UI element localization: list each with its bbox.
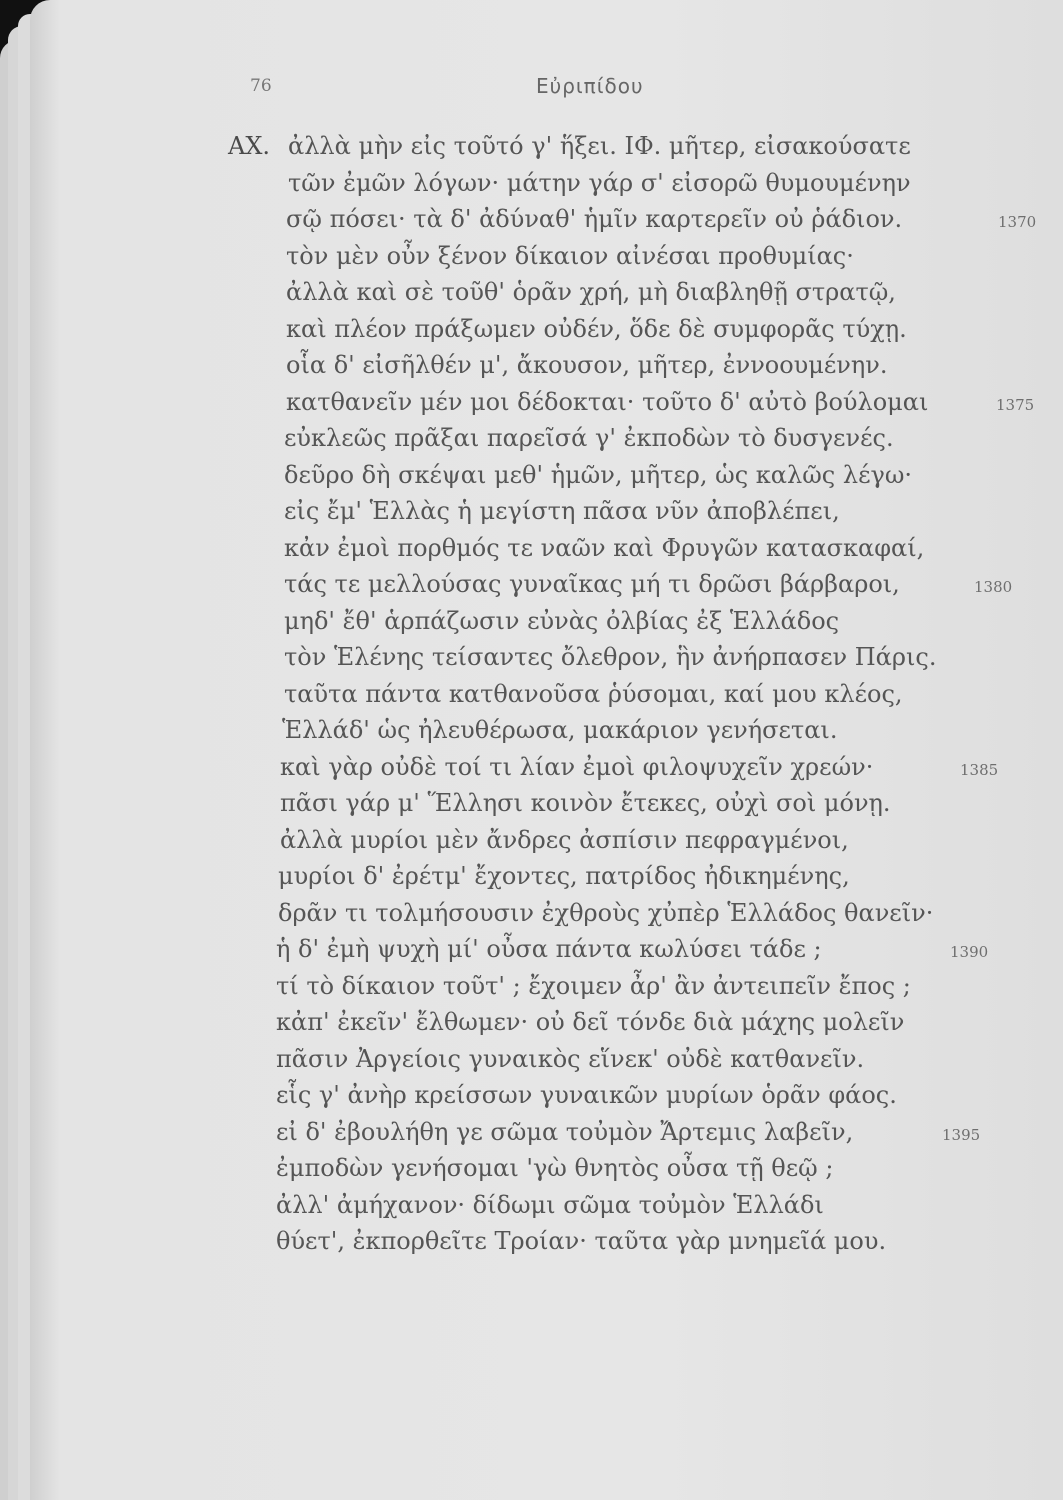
verse-text-line: ἀλλ' ἀμήχανον· δίδωμι σῶμα τοὐμὸν Ἑλλάδι bbox=[276, 1190, 824, 1219]
verse-line bbox=[30, 388, 1063, 424]
verse-line bbox=[30, 1045, 1063, 1081]
speaker-label: ΑΧ. bbox=[228, 132, 271, 160]
verse-text-line: μηδ' ἔθ' ἁρπάζωσιν εὐνὰς ὀλβίας ἐξ Ἑλλάδος bbox=[284, 606, 840, 635]
verse-text-line: καὶ πλέον πράξωμεν οὐδέν, ὅδε δὲ συμφορᾶς τύχῃ. bbox=[286, 314, 907, 343]
verse-text-line: τὸν Ἑλένης τείσαντες ὄλεθρον, ἣν ἀνήρπασεν Πάρις. bbox=[284, 643, 937, 671]
verse-text-line: τὸν μὲν οὖν ξένον δίκαιον αἰνέσαι προθυμίας· bbox=[286, 241, 854, 270]
verse-line bbox=[30, 1154, 1063, 1190]
verse-text-line: εἷς γ' ἀνὴρ κρείσσων γυναικῶν μυρίων ὁρᾶν φάος. bbox=[276, 1081, 897, 1109]
verse-line bbox=[30, 789, 1063, 825]
verse-text-line: τάς τε μελλούσας γυναῖκας μή τι δρῶσι βάρβαροι, bbox=[284, 570, 900, 598]
verse-text-line: ἡ δ' ἐμὴ ψυχὴ μί' οὖσα πάντα κωλύσει τάδε ; bbox=[276, 935, 822, 963]
verse-text-line: ἐμποδὼν γενήσομαι 'γὼ θνητὸς οὖσα τῇ θεῷ ; bbox=[276, 1154, 834, 1182]
verse-text-line: οἷα δ' εἰσῆλθέν μ', ἄκουσον, μῆτερ, ἐννοουμένην. bbox=[286, 351, 888, 379]
verse-line bbox=[30, 1008, 1063, 1044]
verse-line bbox=[30, 351, 1063, 387]
verse-line bbox=[30, 315, 1063, 351]
line-number: 1380 bbox=[974, 578, 1013, 596]
verse-line bbox=[30, 1118, 1063, 1154]
verse-text-line: ἀλλὰ μυρίοι μὲν ἄνδρες ἀσπίσιν πεφραγμένοι, bbox=[280, 825, 849, 854]
verse-line bbox=[30, 534, 1063, 570]
book-page bbox=[30, 0, 1063, 1500]
verse-line bbox=[30, 862, 1063, 898]
verse-text-line: δεῦρο δὴ σκέψαι μεθ' ἡμῶν, μῆτερ, ὡς καλῶς λέγω· bbox=[284, 460, 913, 489]
verse-text-line: καὶ γὰρ οὐδὲ τοί τι λίαν ἐμοὶ φιλοψυχεῖν χρεών· bbox=[280, 752, 874, 781]
verse-line bbox=[30, 424, 1063, 460]
verse-line bbox=[30, 497, 1063, 533]
verse-text-line: τῶν ἐμῶν λόγων· μάτην γάρ σ' εἰσορῶ θυμουμένην bbox=[288, 168, 911, 197]
verse-text-line: ἀλλὰ μὴν εἰς τοῦτό γ' ἥξει. ΙΦ. μῆτερ, εἰσακούσατε bbox=[288, 132, 911, 160]
verse-line bbox=[30, 935, 1063, 971]
verse-text-line: εὐκλεῶς πρᾶξαι παρεῖσά γ' ἐκποδὼν τὸ δυσγενές. bbox=[284, 424, 894, 452]
running-title: Εὐριπίδου bbox=[536, 74, 644, 98]
verse-line bbox=[30, 680, 1063, 716]
verse-text-line: σῷ πόσει· τὰ δ' ἀδύναθ' ἡμῖν καρτερεῖν οὐ ῥάδιον. bbox=[286, 205, 903, 233]
line-number: 1370 bbox=[998, 213, 1037, 231]
verse-line bbox=[30, 972, 1063, 1008]
verse-text-line: θύετ', ἐκπορθεῖτε Τροίαν· ταῦτα γὰρ μνημεῖά μου. bbox=[276, 1227, 887, 1255]
verse-text-line: πᾶσιν Ἀργείοις γυναικὸς εἵνεκ' οὐδὲ κατθανεῖν. bbox=[276, 1044, 865, 1073]
verse-text-line: δρᾶν τι τολμήσουσιν ἐχθροὺς χὐπὲρ Ἑλλάδος θανεῖν· bbox=[278, 898, 934, 927]
page-header bbox=[30, 72, 1063, 102]
verse-text-line: κατθανεῖν μέν μοι δέδοκται· τοῦτο δ' αὐτὸ βούλομαι bbox=[286, 387, 929, 416]
line-number: 1390 bbox=[950, 943, 989, 961]
verse-line bbox=[30, 242, 1063, 278]
line-number: 1375 bbox=[996, 395, 1035, 414]
verse-text-line: τί τὸ δίκαιον τοῦτ' ; ἔχοιμεν ἆρ' ἂν ἀντειπεῖν ἔπος ; bbox=[276, 971, 911, 1000]
verse-line bbox=[30, 607, 1063, 643]
verse-text-line: Ἑλλάδ' ὡς ἠλευθέρωσα, μακάριον γενήσεται. bbox=[282, 716, 838, 744]
verse-line bbox=[30, 570, 1063, 606]
line-number: 1395 bbox=[942, 1125, 981, 1144]
verse-line bbox=[30, 716, 1063, 752]
verse-line bbox=[30, 826, 1063, 862]
verse-text-line: ἀλλὰ καὶ σὲ τοῦθ' ὁρᾶν χρή, μὴ διαβληθῇ στρατῷ, bbox=[286, 278, 896, 306]
verse-line bbox=[30, 1191, 1063, 1227]
verse-line bbox=[30, 753, 1063, 789]
verse-text-line: εἰς ἔμ' Ἑλλὰς ἡ μεγίστη πᾶσα νῦν ἀποβλέπει, bbox=[284, 497, 840, 525]
verse-line bbox=[30, 899, 1063, 935]
verse-line bbox=[30, 1227, 1063, 1263]
verse-line bbox=[30, 132, 1063, 168]
line-number: 1385 bbox=[960, 760, 999, 779]
verse-line bbox=[30, 169, 1063, 205]
verse-line bbox=[30, 643, 1063, 679]
verse-text-line: κἀν ἐμοὶ πορθμός τε ναῶν καὶ Φρυγῶν κατασκαφαί, bbox=[284, 533, 925, 562]
verse-text-line: πᾶσι γάρ μ' Ἕλλησι κοινὸν ἔτεκες, οὐχὶ σοὶ μόνῃ. bbox=[280, 789, 891, 817]
verse-text-line: μυρίοι δ' ἐρέτμ' ἔχοντες, πατρίδος ἠδικημένης, bbox=[278, 862, 850, 890]
verse-text-line: ταῦτα πάντα κατθανοῦσα ῥύσομαι, καί μου κλέος, bbox=[284, 679, 903, 708]
verse-line bbox=[30, 461, 1063, 497]
verse-line bbox=[30, 205, 1063, 241]
verse-line bbox=[30, 1081, 1063, 1117]
verse-text-line: κἀπ' ἐκεῖν' ἔλθωμεν· οὐ δεῖ τόνδε διὰ μάχης μολεῖν bbox=[276, 1008, 905, 1036]
page-number: 76 bbox=[250, 76, 272, 96]
verse-text-line: εἰ δ' ἐβουλήθη γε σῶμα τοὐμὸν Ἄρτεμις λαβεῖν, bbox=[276, 1117, 854, 1146]
verse-line bbox=[30, 278, 1063, 314]
